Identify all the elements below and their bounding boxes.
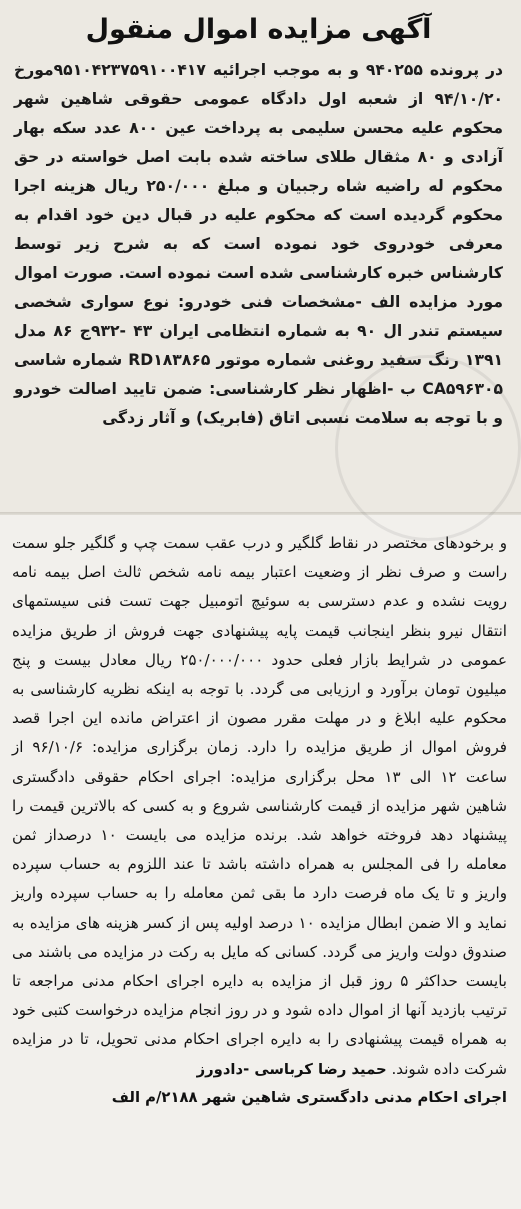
notice-bottom-part — [0, 515, 521, 1209]
notice-body-part-2 — [12, 529, 507, 1084]
notice-body-part-2-text: و برخودهای مختصر در نقاط گلگیر و درب عقب سمت چپ و گلگیر جلو سمت راست و صرف نظر از وضعیت اعتبار بیمه نامه شخص ثالث اصل بیمه نامه رویت نشده و عدم دسترسی به سوئیچ اتومبیل جهت تست فنی سیستمهای انتقال نیرو بنظر اینجانب قیمت پایه پیشنهادی جهت فروش از طریق مزایده عمومی در شرایط بازار فعلی حدود ۲۵۰/۰۰۰/۰۰۰ ریال معادل بیست و پنج میلیون تومان برآورد و ارزیابی می گردد. با توجه به اینکه نظریه کارشناسی به محکوم علیه ابلاغ و در مهلت مقرر مصون از اعتراض مانده این اجرا قصد فروش اموال از طریق مزایده را دارد. زمان برگزاری مزایده: ۹۶/۱۰/۶ از ساعت ۱۲ الی ۱۳ محل برگزاری مزایده: اجرای احکام حقوقی دادگستری شاهین شهر مزایده از قیمت کارشناسی شروع و به کسی که بالاترین قیمت را پیشنهاد دهد فروخته خواهد شد. برنده مزایده می بایست ۱۰ درصداز ثمن معامله را فی المجلس به همراه داشته باشد تا عند اللزوم به حساب سپرده واریز و تا یک ماه فرصت دارد ما بقی ثمن معامله را به حساب سپرده واریز نماید و الا ضمن ابطال مزایده ۱۰ درصد اولیه پس از کسر هزینه های مزایده به صندوق دولت واریز می گردد. کسانی که مایل به رکت در مزایده می باشند می بایست حداکثر ۵ روز قبل از مزایده به دایره اجرای احکام مدنی مراجعه تا ترتیب بازدید آنها از اموال داده شود و در روز انجام مزایده درخواست کتبی خود به همراه قیمت پیشنهادی را به دایره اجرای احکام مدنی تحویل، تا در مزایده شرکت داده شوند. — [12, 534, 508, 1078]
notice-title: آگهی مزایده اموال منقول — [85, 14, 432, 45]
notice-body-part-1: در پرونده ۹۴۰۲۵۵ و به موجب اجرائیه ۹۵۱۰۴۲۳۷۵۹۱۰۰۴۱۷مورخ ۹۴/۱۰/۲۰ از شعبه اول دادگاه عمومی حقوقی شاهین شهر محکوم علیه محسن سلیمی به پرداخت عین ۸۰۰ عدد سکه بهار آزادی و ۸۰ مثقال طلای ساخته شده بابت اصل خواسته در حق محکوم له راضیه شاه رجبیان و مبلغ ۲۵۰/۰۰۰ ریال هزینه اجرا محکوم گردیده است که محکوم علیه در قبال دین خود اقدام به معرفی خودروی خود نموده است که به شرح زیر توسط کارشناس خبره کارشناسی شده است نموده است. صورت اموال مورد مزایده الف -مشخصات فنی خودرو: نوع سواری شخصی سیستم تندر ال ۹۰ به شماره انتظامی ایران ۴۳ -۹۳۲ج ۸۶ مدل ۱۳۹۱ رنگ سفید روغنی شماره موتور RD۱۸۳۸۶۵ شماره شاسی CA۵۹۶۳۰۵ ب -اظهار نظر کارشناسی: ضمن تایید اصالت خودرو و با توجه به سلامت نسبی اتاق (فابریک) و آثار زدگی — [14, 61, 504, 427]
notice-top-part — [0, 0, 521, 515]
notice-signature: حمید رضا کرباسی -دادورز — [196, 1060, 387, 1078]
notice-footer: اجرای احکام مدنی دادگستری شاهین شهر ۲۱۸۸/م الف — [111, 1088, 507, 1106]
